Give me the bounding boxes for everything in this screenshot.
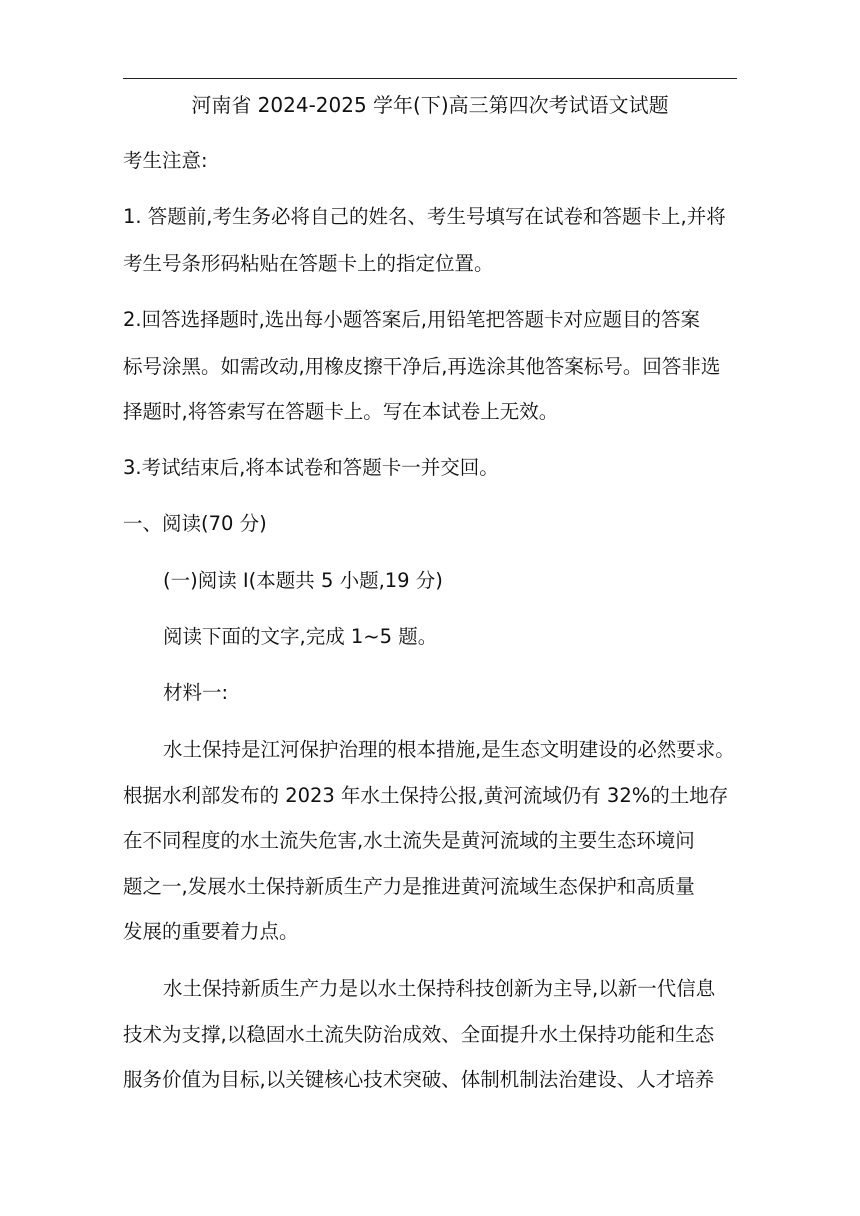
paragraph-1-line-1: 水土保持是江河保护治理的根本措施,是生态文明建设的必然要求。	[163, 738, 735, 761]
notice-item-2-line-1: 2.回答选择题时,选出每小题答案后,用铅笔把答题卡对应题目的答案	[123, 308, 701, 331]
paragraph-2-line-2: 技术为支撑,以稳固水土流失防治成效、全面提升水土保持功能和生态	[123, 1023, 715, 1046]
paragraph-1-line-4: 题之一,发展水土保持新质生产力是推进黄河流域生态保护和高质量	[123, 875, 695, 898]
header-rule	[123, 78, 737, 79]
material-label: 材料一:	[163, 681, 229, 704]
paragraph-1-line-2: 根据水利部发布的 2023 年水土保持公报,黄河流域仍有 32%的土地存	[123, 784, 729, 807]
paragraph-1-line-5: 发展的重要着力点。	[123, 920, 299, 943]
notice-item-2-line-2: 标号涂黑。如需改动,用橡皮擦干净后,再选涂其他答案标号。回答非选	[123, 355, 721, 378]
paragraph-2-line-3: 服务价值为目标,以关键核心技术突破、体制机制法治建设、人才培养	[123, 1068, 715, 1091]
notice-item-3: 3.考试结束后,将本试卷和答题卡一并交回。	[123, 456, 499, 479]
notice-item-2-line-3: 择题时,将答索写在答题卡上。写在本试卷上无效。	[123, 400, 559, 423]
notice-item-1-line-2: 考生号条形码粘贴在答题卡上的指定位置。	[123, 252, 494, 275]
page-title: 河南省 2024-2025 学年(下)高三第四次考试语文试题	[191, 93, 669, 117]
section-heading: 一、阅读(70 分)	[123, 512, 267, 535]
paragraph-2-line-1: 水土保持新质生产力是以水土保持科技创新为主导,以新一代信息	[163, 977, 716, 1000]
paragraph-1-line-3: 在不同程度的水土流失危害,水土流失是黄河流域的主要生态环境问	[123, 829, 695, 852]
subsection-heading: (一)阅读 I(本题共 5 小题,19 分)	[163, 569, 443, 592]
reading-instruction: 阅读下面的文字,完成 1~5 题。	[163, 625, 438, 648]
notice-heading: 考生注意:	[123, 149, 208, 172]
notice-item-1-line-1: 1. 答题前,考生务必将自己的姓名、考生号填写在试卷和答题卡上,并将	[123, 205, 726, 228]
